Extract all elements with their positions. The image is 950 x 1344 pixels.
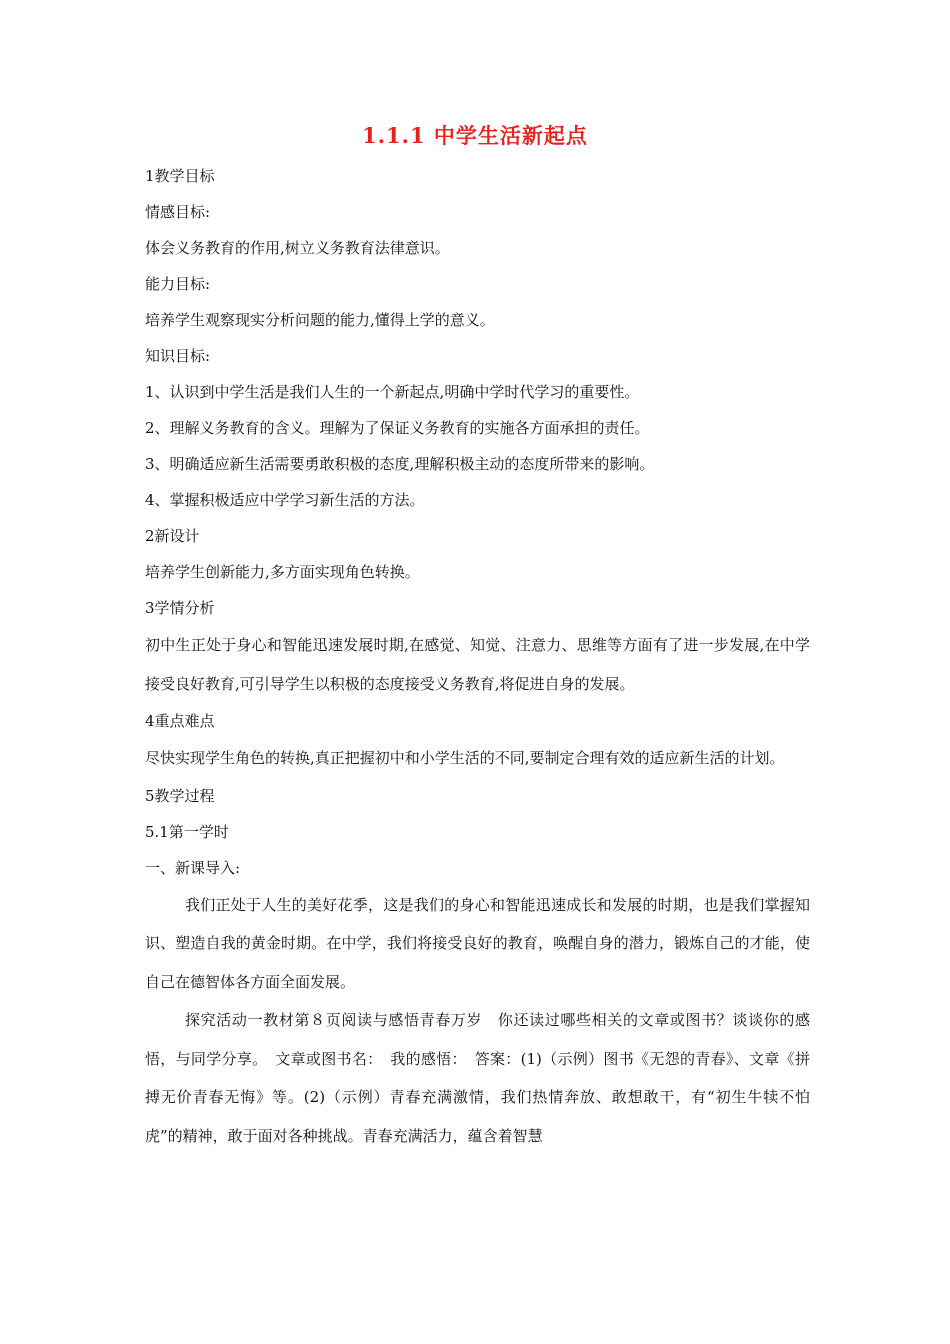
knowledge-goal-label: 知识目标: <box>145 347 211 365</box>
intro-paragraph: 我们正处于人生的美好花季，这是我们的身心和智能迅速成长和发展的时期，也是我们掌握知识、塑造自我的黄金时期。在中学，我们将接受良好的教育，唤醒自身的潜力，锻炼自己的才能，使自己在德智体各方面全面发展。 <box>145 895 810 991</box>
section-heading-design: 2新设计 <box>145 527 200 545</box>
ability-goal-label: 能力目标: <box>145 275 211 293</box>
section-heading-analysis: 3学情分析 <box>145 599 215 617</box>
emotion-goal-label: 情感目标: <box>145 203 211 221</box>
lesson-heading: 5.1第一学时 <box>145 822 229 841</box>
ability-goal-text: 培养学生观察现实分析问题的能力,懂得上学的意义。 <box>145 311 495 329</box>
section-heading-goals: 1教学目标 <box>145 167 215 185</box>
analysis-text: 初中生正处于身心和智能迅速发展时期,在感觉、知觉、注意力、思维等方面有了进一步发展,在中学接受良好教育,可引导学生以积极的态度接受义务教育,将促进自身的发展。 <box>145 636 810 693</box>
key-points-text: 尽快实现学生角色的转换,真正把握初中和小学生活的不同,要制定合理有效的适应新生活的计划。 <box>145 749 785 767</box>
emotion-goal-text: 体会义务教育的作用,树立义务教育法律意识。 <box>145 239 450 257</box>
intro-heading: 一、新课导入: <box>145 858 241 877</box>
section-heading-key-points: 4重点难点 <box>145 712 215 730</box>
document-body <box>145 158 810 1155</box>
knowledge-item: 2、理解义务教育的含义。理解为了保证义务教育的实施各方面承担的责任。 <box>145 419 650 437</box>
section-heading-process: 5教学过程 <box>145 786 215 805</box>
knowledge-item: 3、明确适应新生活需要勇敢积极的态度,理解积极主动的态度所带来的影响。 <box>145 455 655 473</box>
knowledge-item: 1、认识到中学生活是我们人生的一个新起点,明确中学时代学习的重要性。 <box>145 383 640 401</box>
document-title: 1.1.1 中学生活新起点 <box>362 123 588 148</box>
design-text: 培养学生创新能力,多方面实现角色转换。 <box>145 563 420 581</box>
activity-paragraph: 探究活动一教材第８页阅读与感悟青春万岁 你还读过哪些相关的文章或图书？谈谈你的感悟，与同学分享。 文章或图书名： 我的感悟： 答案：(1)（示例）图书《无怨的青春》、文章《拼搏无价青春无悔》等。(2)（示例）青春充满激情，我们热情奔放、敢想敢干，有“初生牛犊不怕虎”的精神，敢于面对各种挑战。青春充满活力，蕴含着智慧 <box>145 1011 810 1145</box>
knowledge-item: 4、掌握积极适应中学学习新生活的方法。 <box>145 491 425 509</box>
